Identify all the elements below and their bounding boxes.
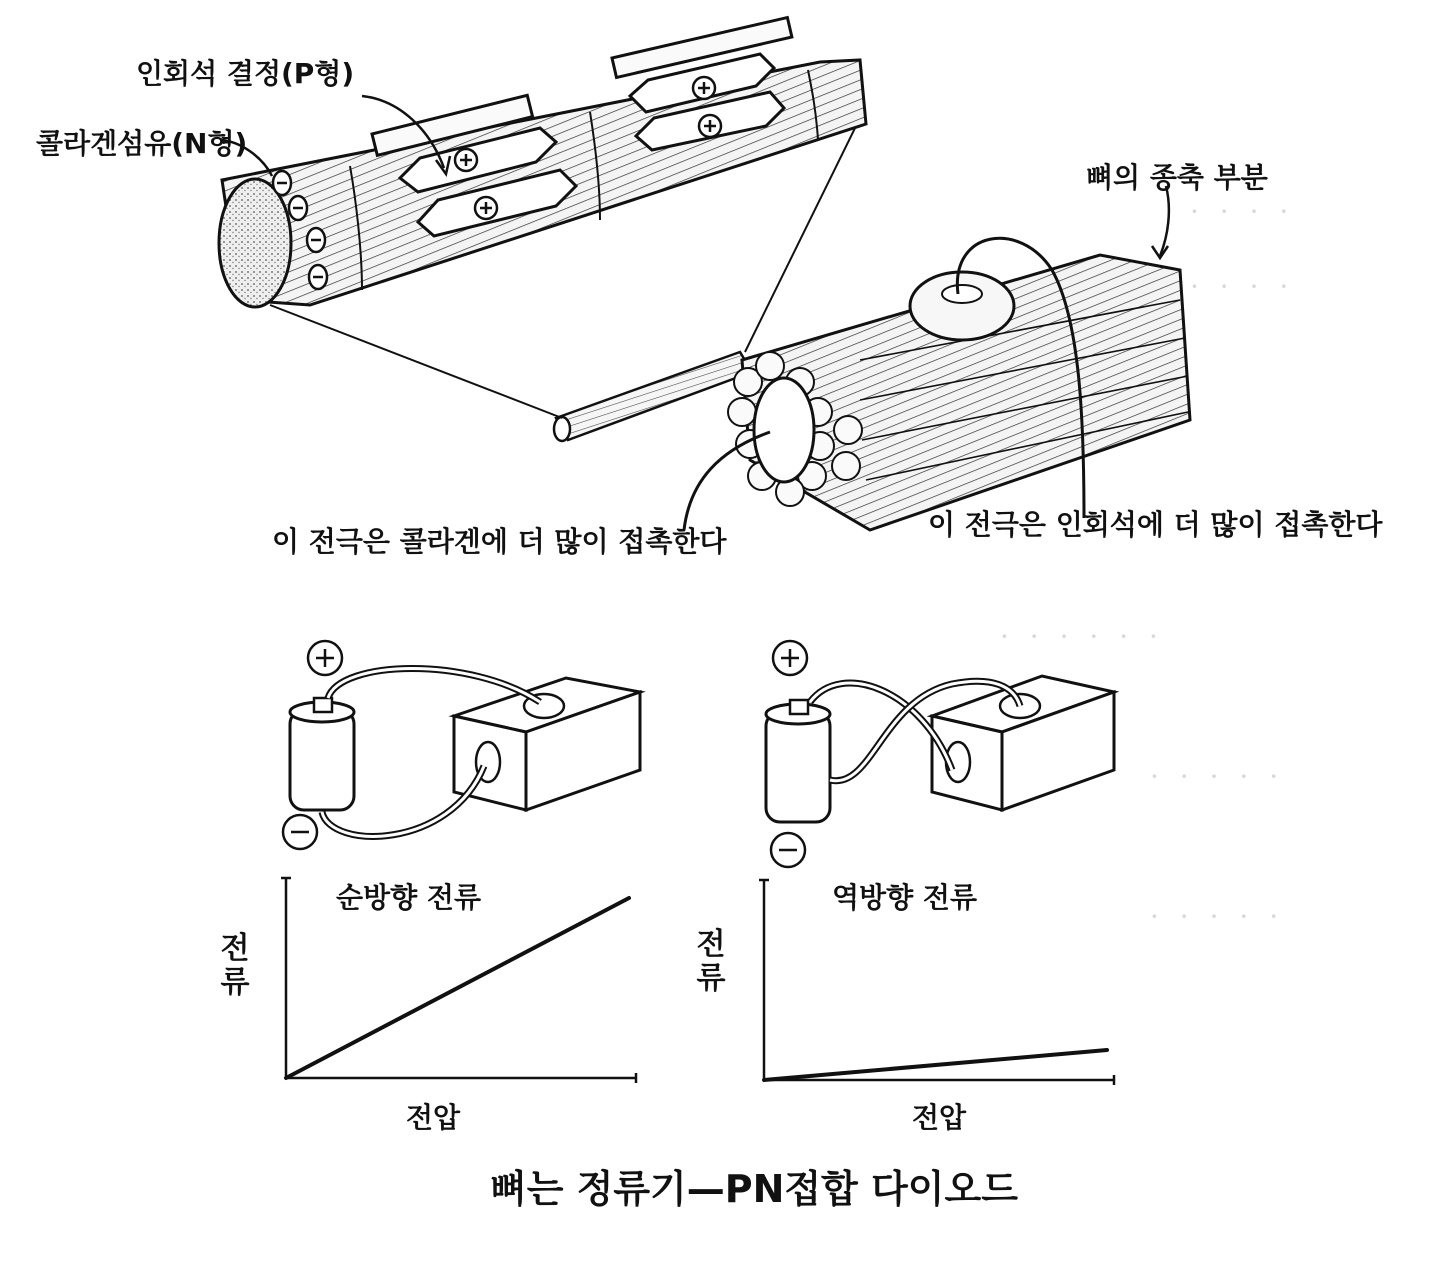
reverse-chart-xlabel: 전압 [912, 1101, 967, 1134]
bleed-through-text: · · · · [1190, 195, 1295, 228]
bone-block-icon [932, 676, 1114, 810]
figure-caption: 뼈는 정류기—PN접합 다이오드 [490, 1167, 1018, 1211]
label-electrode-apatite: 이 전극은 인회석에 더 많이 접촉한다 [928, 508, 1383, 541]
label-bone-section: 뼈의 종축 부분 [1086, 161, 1268, 194]
forward-bias-circuit [270, 630, 650, 870]
label-electrode-collagen: 이 전극은 콜라겐에 더 많이 접촉한다 [272, 525, 727, 558]
bleed-through-text: · · · · · · [1000, 620, 1164, 653]
reverse-bias-circuit [752, 630, 1132, 870]
bleed-through-text: · · · · · [1150, 900, 1285, 933]
forward-chart-title: 순방향 전류 [336, 881, 481, 914]
electrode-apatite-disc [910, 272, 1014, 340]
battery-icon [766, 700, 830, 822]
bleed-through-text: · · · · [1190, 270, 1295, 303]
bone-block-icon [454, 678, 640, 810]
collagen-fibril [554, 352, 752, 441]
battery-icon [290, 698, 354, 810]
electrode-collagen-disc [754, 378, 814, 482]
arrow-bone-section [1160, 186, 1169, 256]
series-line-0 [764, 1050, 1107, 1080]
label-apatite-crystal: 인회석 결정(P형) [136, 57, 355, 90]
forward-chart-ylabel: 전류 [220, 931, 250, 1000]
forward-chart-xlabel: 전압 [406, 1101, 461, 1134]
label-collagen-fibre: 콜라겐섬유(N형) [36, 127, 248, 160]
bleed-through-text: · · · · · [1150, 760, 1285, 793]
series-line-0 [286, 898, 629, 1078]
reverse-chart-ylabel: 전류 [696, 927, 726, 996]
bone-longitudinal-section [728, 255, 1190, 530]
reverse-chart-title: 역방향 전류 [832, 881, 977, 914]
zoom-line [270, 305, 562, 418]
